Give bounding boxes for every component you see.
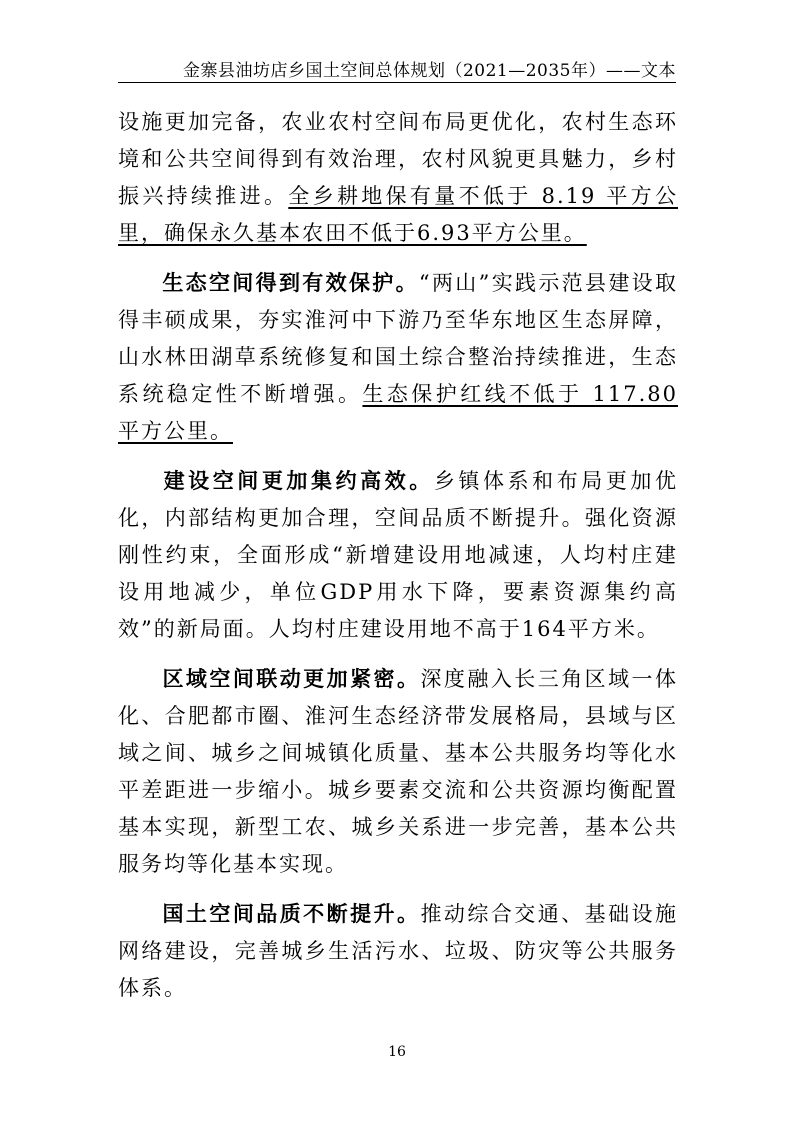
paragraph-heading: 区域空间联动更加紧密。 [162, 667, 421, 691]
paragraph-text: 推动综合交通、基础设施网络建设，完善城乡生活污水、垃圾、防灾等公共服务体系。 [118, 902, 679, 1000]
paragraph-heading: 建设空间更加集约高效。 [162, 469, 434, 493]
farmland-target: 全乡耕地保有量不低于 8.19 平方公里，确保永久基本农田不低于6.93平方公里。 [118, 184, 678, 245]
paragraph-text: “两山”实践示范县建设取得丰硕成果，夯实淮河中下游乃至华东地区生态屏障，山水林田湖草系统修复和国土综合整治持续推进，生态系统稳定性不断增强。 [118, 271, 678, 406]
paragraph-farmland [118, 104, 678, 252]
ecology-redline-target: 生态保护红线不低于 117.80 平方公里。 [118, 382, 678, 443]
paragraph-heading: 生态空间得到有效保护。 [162, 271, 419, 295]
paragraph-heading: 国土空间品质不断提升。 [162, 902, 421, 926]
paragraph-quality [118, 896, 678, 1007]
page-number: 16 [388, 1044, 406, 1060]
paragraph-text: 设施更加完备，农业农村空间布局更优化，农村生态环境和公共空间得到有效治理，农村风貌更具魅力，乡村振兴持续推进。 [118, 110, 678, 208]
paragraph-ecology [118, 265, 678, 450]
running-header: 金寨县油坊店乡国土空间总体规划（2021—2035年）——文本 [182, 61, 676, 81]
paragraph-text: 乡镇体系和布局更加优化，内部结构更加合理，空间品质不断提升。强化资源刚性约束，全面形成“新增建设用地减速，人均村庄建设用地减少，单位GDP用水下降，要素资源集约高效”的新局面。人均村庄建设用地不高于164平方米。 [118, 469, 679, 641]
header-rule [118, 82, 676, 83]
paragraph-construction [118, 463, 678, 648]
body-text [118, 104, 678, 1020]
paragraph-regional [118, 661, 678, 883]
paragraph-text: 深度融入长三角区域一体化、合肥都市圈、淮河生态经济带发展格局，县域与区域之间、城乡之间城镇化质量、基本公共服务均等化水平差距进一步缩小。城乡要素交流和公共资源均衡配置基本实现，新型工农、城乡关系进一步完善，基本公共服务均等化基本实现。 [118, 667, 679, 876]
